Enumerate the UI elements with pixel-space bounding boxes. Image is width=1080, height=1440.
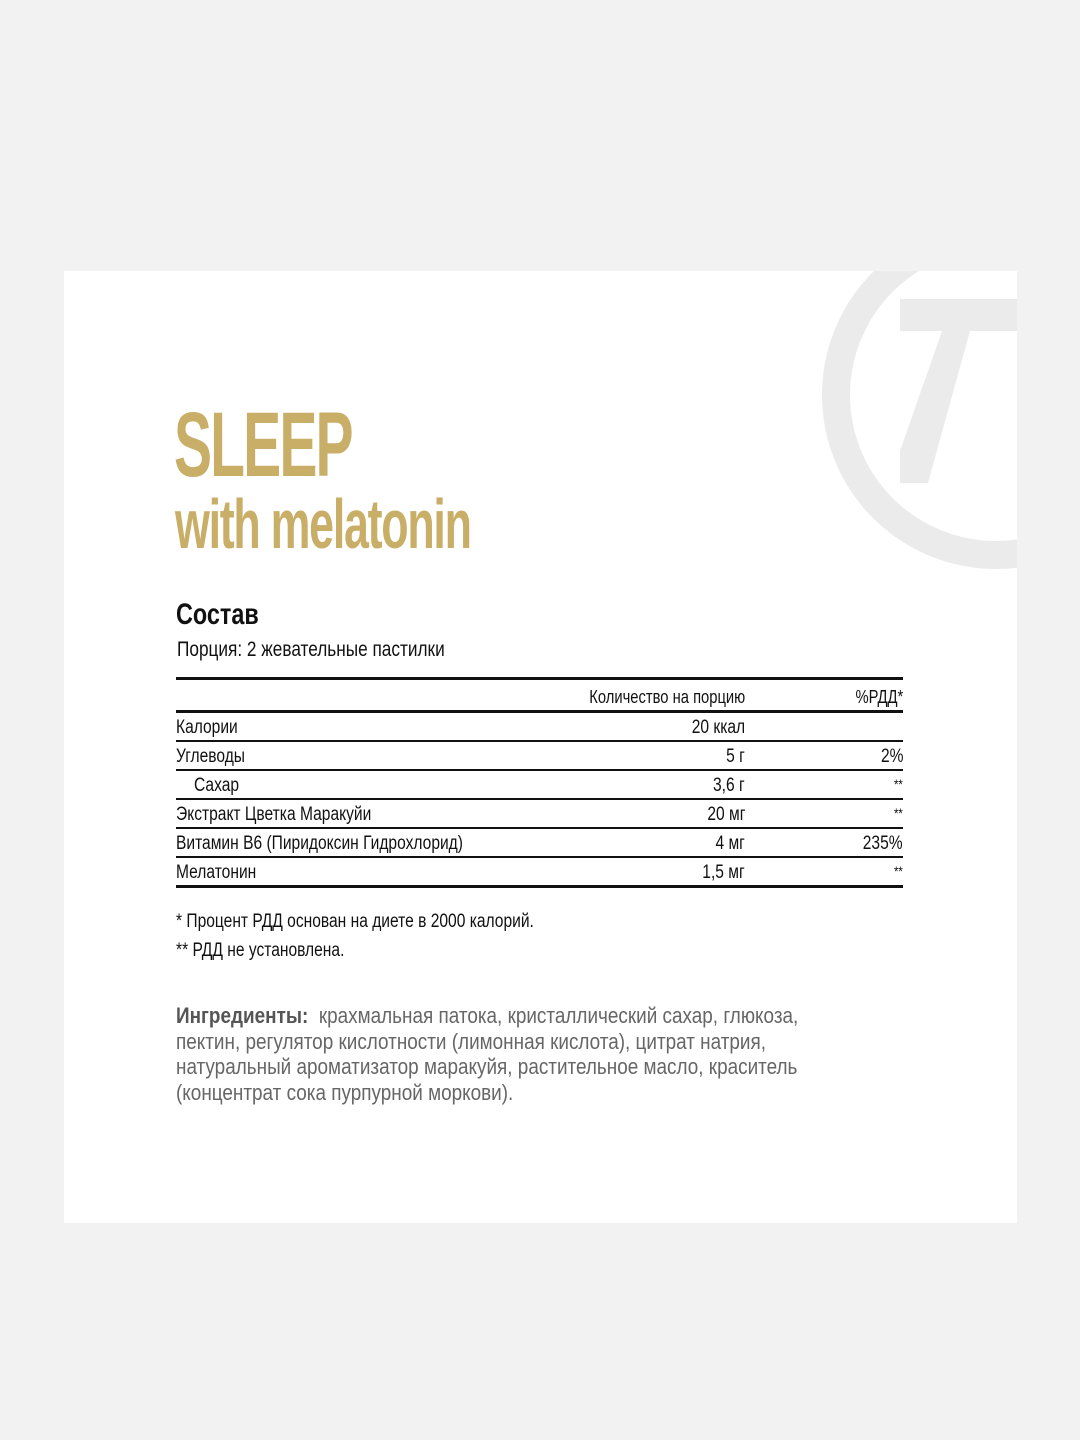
composition-heading: Состав xyxy=(176,598,259,631)
row-amount: 20 ккал xyxy=(691,717,745,738)
ingredients-line: (концентрат сока пурпурной моркови). xyxy=(176,1079,514,1105)
row-rda: ** xyxy=(894,776,903,792)
row-amount: 20 мг xyxy=(706,804,745,825)
ingredients-line: крахмальная патока, кристаллический сахар, глюкоза, xyxy=(318,1003,799,1028)
footnote-rda-basis: * Процент РДД основан на диете в 2000 калорий. xyxy=(176,911,534,932)
footnote-rda-not-set: ** РДД не установлена. xyxy=(176,940,345,961)
row-rda: ** xyxy=(894,805,903,821)
header-rda: %РДД* xyxy=(855,687,903,707)
row-rda: 235% xyxy=(863,833,903,854)
row-rda: ** xyxy=(894,863,903,879)
nutrition-table xyxy=(176,677,903,888)
product-title: SLEEP xyxy=(174,394,352,496)
row-name: Экстракт Цветка Маракуйи xyxy=(176,804,372,825)
brand-logo-watermark-icon xyxy=(764,271,1017,591)
row-rda: 2% xyxy=(880,746,903,767)
ingredients-line: пектин, регулятор кислотности (лимонная кислота), цитрат натрия, xyxy=(176,1028,766,1054)
table-row xyxy=(176,800,903,829)
table-header xyxy=(176,680,903,713)
table-row xyxy=(176,858,903,888)
row-name: Витамин В6 (Пиридоксин Гидрохлорид) xyxy=(176,833,463,854)
row-name: Мелатонин xyxy=(176,862,257,883)
row-name: Калории xyxy=(176,717,238,738)
ingredients-label: Ингредиенты: xyxy=(176,1003,309,1028)
header-amount: Количество на порцию xyxy=(588,687,745,707)
table-row xyxy=(176,829,903,858)
row-amount: 4 мг xyxy=(715,833,745,854)
ingredients-block xyxy=(176,1003,821,1105)
portion-text: Порция: 2 жевательные пастилки xyxy=(177,638,445,661)
table-row xyxy=(176,742,903,771)
row-amount: 1,5 мг xyxy=(702,862,745,883)
table-row xyxy=(176,713,903,742)
table-row xyxy=(176,771,903,800)
row-name: Сахар xyxy=(194,775,240,796)
ingredients-line: натуральный ароматизатор маракуйя, растительное масло, краситель xyxy=(176,1054,798,1079)
product-subtitle: with melatonin xyxy=(175,485,471,563)
row-amount: 3,6 г xyxy=(713,775,745,796)
row-name: Углеводы xyxy=(176,746,246,767)
row-amount: 5 г xyxy=(726,746,745,767)
product-info-card xyxy=(64,271,1017,1223)
